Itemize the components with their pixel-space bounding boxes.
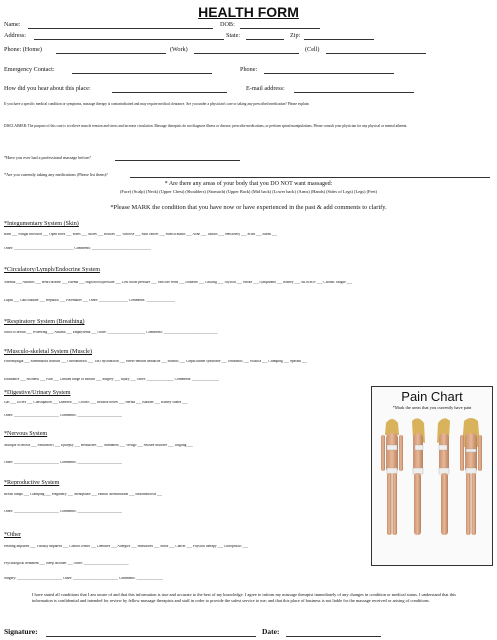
section-conditions-line[interactable]: Endurance ___ Stiffness ___ Pain ___ Limited range of motion ___ Surgery ___ Injury ___ Other: _______________ Comments: _______________ (4, 378, 220, 381)
disclaimer: DISCLAIMER: The purpose of this care is to relieve muscle tension and stress and increase circulation. Massage therapists do not diagnose illness or disease, prescribe medications, or perform spinal manipulations. Please consult your physician for any physical or mental ailment. (4, 124, 408, 128)
figure-front (381, 419, 403, 535)
section-conditions-line[interactable]: Rash ___ Fungal infection ___ Open sores ___ Warts ___ Moles ___ Bruises ___ Varicose ___ Skin cancer ___ Stretch marks ___ Acne ___ Tattoos ___ Sensitivity ___ Scars ___ Burns ___ (4, 233, 278, 236)
phone-home-label: Phone: (Home) (4, 46, 42, 53)
state-label: State: (226, 32, 241, 39)
section-conditions-line[interactable]: Hearing impaired ___ Visually impaired ___ Contact lenses ___ Dentures ___ Allergies ___ Headaches ___ Sinus ___ Cancer ___ Physical therapy ___ Chiropractic ___ (4, 545, 249, 548)
zip-label: Zip: (290, 32, 301, 39)
section-conditions-line[interactable]: Other: _________________________ Comments: _________________________ (4, 414, 123, 417)
date-label: Date: (262, 627, 280, 636)
section-conditions-line[interactable]: Psychological treatment ___ Sleep disorder ___ Other: _________________________ (4, 562, 129, 565)
section-conditions-line[interactable]: Breast lumps ___ Cramping ___ Pregnancy ___ Menopause ___ Painful Menstruation ___ Endometriosis ___ (4, 493, 163, 496)
pain-chart[interactable] (371, 386, 493, 566)
areas-list: (Face) (Scalp) (Neck) (Upper Chest) (Shoulders) (Stomach) (Upper Back) (Mid back) (Lower back) (Arms) (Hands) (Sides of Legs) (Legs) (Feet) (119, 189, 378, 194)
emergency-label: Emergency Contact: (4, 66, 55, 73)
section-conditions-line[interactable]: Surgery: _________________________ Other: _________________________ Comments: _______________ (4, 577, 164, 580)
dob-label: DOB: (220, 21, 235, 28)
medical-condition-question: If you have a specific medical condition or symptoms, massage therapy is contraindicated and may require medical clearance. Are you under a physician's care or taking any prescribed medication? Please explain: (4, 102, 310, 106)
emergency-field[interactable] (72, 73, 212, 74)
zip-field[interactable] (304, 39, 374, 40)
dob-field[interactable] (240, 28, 320, 29)
emergency-phone-field[interactable] (264, 73, 394, 74)
signature-field[interactable] (46, 636, 256, 637)
professional-massage-question: *Have you ever had a professional massage before? (4, 155, 91, 160)
body-figures[interactable] (372, 413, 492, 563)
hear-label: How did you hear about this place: (4, 85, 91, 92)
areas-heading: * Are there any areas of your body that you DO NOT want massaged: (164, 181, 333, 187)
figure-side-right (437, 418, 450, 535)
figure-back (460, 418, 482, 535)
section-conditions-line[interactable]: Short of breath ___ Wheezing ___ Asthma ___ Emphysema ___ Other: _____________________ Comments: ______________________________ (4, 331, 218, 334)
section-conditions-line[interactable]: Fibromyalgia ___ Rheumatoid arthritis ___ Osteoarthritis ___ TMJ dysfunction ___ Stress-tension headache ___ Bursitis ___ Carpal tunnel syndrome ___ Tendonitis ___ Sciatica ___ Cramping ___ Spasms ___ (4, 360, 308, 363)
date-field[interactable] (286, 636, 381, 637)
hear-field[interactable] (112, 92, 227, 93)
section-conditions-line[interactable]: Other: _________________________ Comments: _________________________ (4, 461, 123, 464)
section-conditions-line[interactable]: Anemia ___ Arthritis ___ Heart disease ___ Edema ___ High blood pressure ___ Low blood pressure ___ Varicose veins ___ Diabetes ___ Chilling ___ Thyroid ___ Stroke ___ Lymphoma ___ Kidney ___ AIDS/HIV ___ Chronic fatigue ___ (4, 281, 353, 284)
pain-chart-title: Pain Chart (401, 389, 463, 404)
address-label: Address: (4, 32, 26, 39)
phone-work-field[interactable] (194, 53, 299, 54)
email-label: E-mail address: (246, 85, 285, 92)
section-title: *Digestive/Urinary System (4, 390, 71, 396)
phone-work-label: (Work) (170, 46, 188, 53)
section-conditions-line[interactable]: Other: _________________________ Comments: _________________________ (4, 510, 123, 513)
emergency-phone-label: Phone: (240, 66, 258, 73)
section-title: *Respiratory System (Breathing) (4, 319, 85, 325)
section-title: *Other (4, 532, 21, 538)
section-title: *Reproductive System (4, 480, 60, 486)
section-title: *Circulatory/Lymph/Endocrine System (4, 267, 100, 273)
medications-question: *Are you currently taking any medications (Please list them)? (4, 172, 108, 177)
signature-label: Signature: (4, 627, 38, 636)
medications-field[interactable] (130, 177, 490, 178)
email-field[interactable] (294, 92, 414, 93)
section-conditions-line[interactable]: Lupus ___ Gall/Bladder ___ Hepatitis ___ Pacemaker ___ Other: ________________ Comments: ________________ (4, 299, 175, 302)
phone-cell-label: (Cell) (305, 46, 320, 53)
page-title: HEALTH FORM (198, 4, 299, 20)
state-field[interactable] (246, 39, 284, 40)
address-field[interactable] (34, 39, 224, 40)
section-title: *Integumentary System (Skin) (4, 221, 79, 227)
section-title: *Nervous System (4, 431, 48, 437)
professional-massage-field[interactable] (115, 160, 240, 161)
pain-chart-subtitle: *Mark the areas that you currently have pain (392, 405, 472, 410)
consent-statement: I have stated all conditions that I am aware of and that this information is true and accurate to the best of my knowledge. I agree to inform my massage therapist immediately of any changes in condition or medical status. I understand that this information is confidential and intended for review by fellow massage therapists and staff in order to provide the safest service to me; and that this place of business is not liable for the massage received or arising of conditions. (32, 592, 456, 603)
section-conditions-line[interactable]: Other: _________________________________ Comments: _________________________________ (4, 247, 152, 250)
name-field[interactable] (28, 28, 213, 29)
phone-cell-field[interactable] (326, 53, 426, 54)
section-conditions-line[interactable]: Gas ___ Ulcers ___ Constipation ___ Diarrhea ___ Crohn's ___ Irritable bowel ___ Hernia ___ Bladder ___ Kidney stones ___ (4, 401, 188, 404)
section-title: *Musculo-skeletal System (Muscle) (4, 349, 93, 355)
phone-home-field[interactable] (56, 53, 166, 54)
name-label: Name: (4, 21, 21, 28)
mark-instruction: *Please MARK the condition that you have now or have experienced in the past & add comments to clarify. (110, 204, 387, 211)
figure-side-left (412, 418, 425, 535)
section-conditions-line[interactable]: Multiple Sclerosis ___ Parkinson's ___ Epilepsy ___ Headaches ___ Numbness ___ Vertigo ___ Seizure disorder ___ Tingling ___ (4, 444, 193, 447)
